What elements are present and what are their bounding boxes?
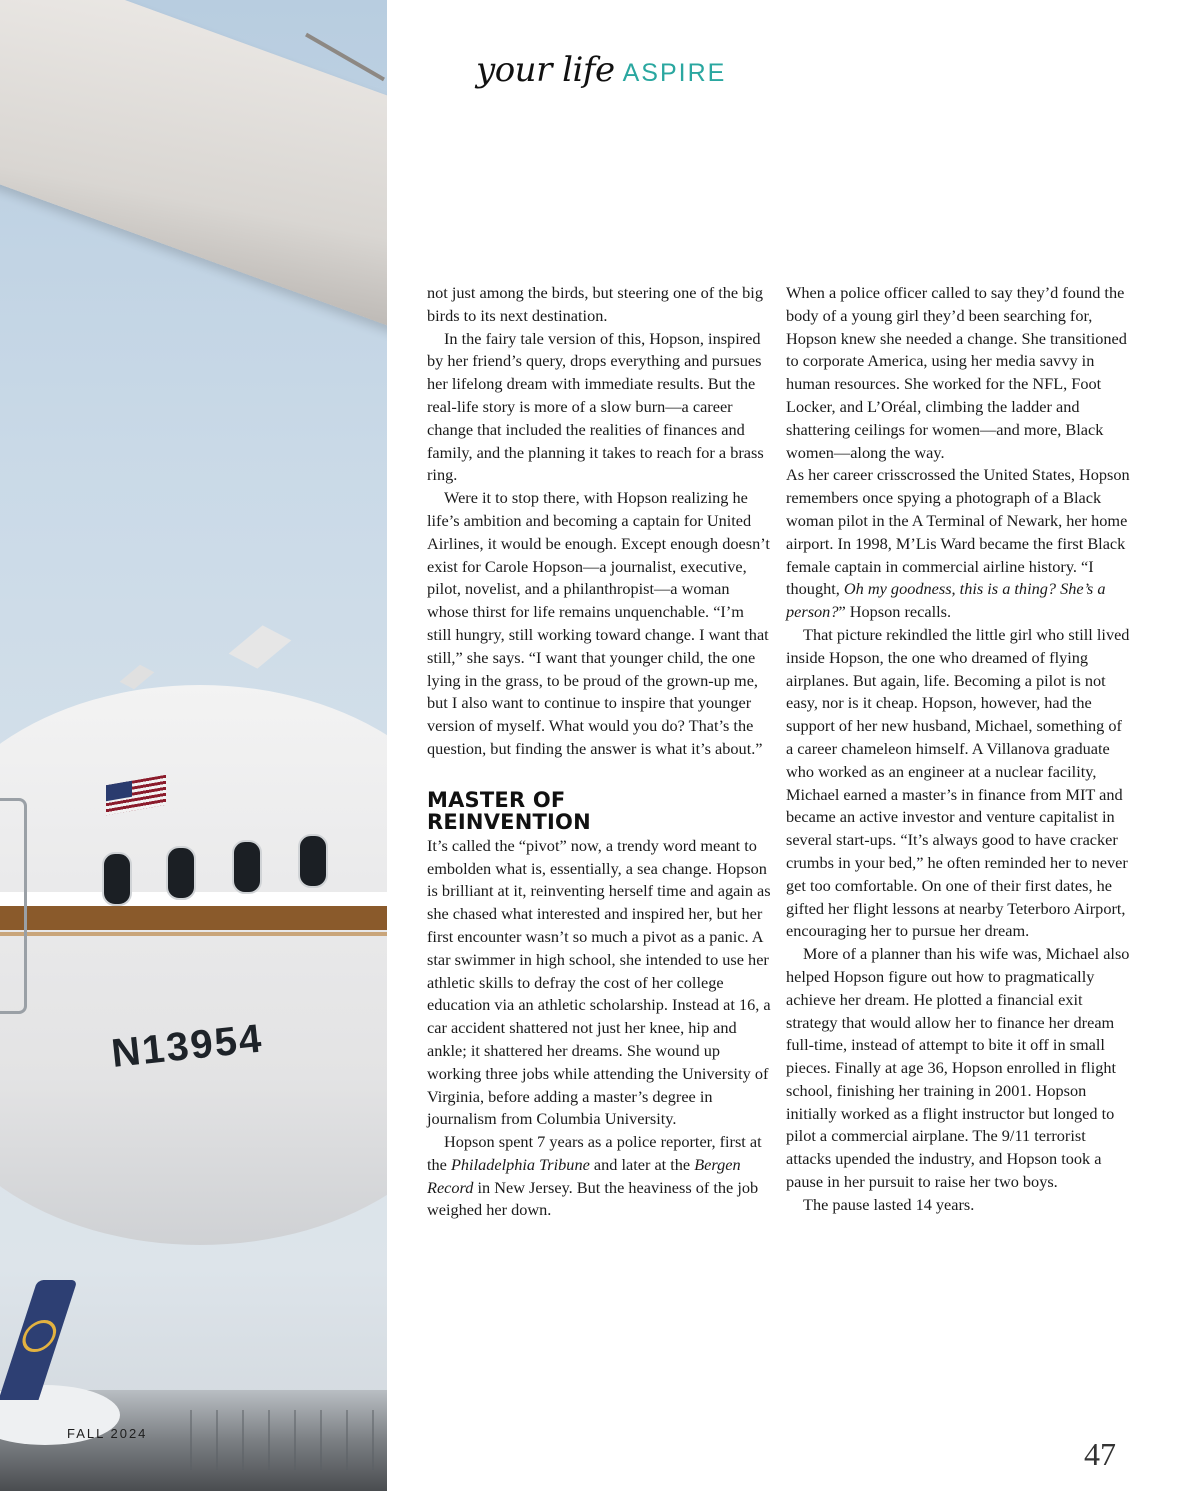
- subheading-line: MASTER OF: [427, 787, 566, 812]
- fuselage-stripe-brown: [0, 906, 387, 930]
- quote-italic: Oh my goodness, this is a thing? She’s a person?: [786, 579, 1106, 622]
- paragraph: When a police officer called to say they’d found the body of a young girl they’d been searching for, Hopson knew she needed a change. She transitioned to corporate America, using her media savvy in human resources. She worked for the NFL, Foot Locker, and L’Oréal, climbing the ladder and shattering ceilings for women—and more, Black women—along the way.: [786, 283, 1127, 462]
- issue-label: FALL 2024: [67, 1426, 148, 1441]
- section-title: ASPIRE: [622, 59, 727, 87]
- text-run: in New Jersey. But the heaviness of the job weighed her down.: [427, 1177, 759, 1220]
- publication-name: Philadelphia Tribune: [450, 1154, 590, 1174]
- airplane-photo: [0, 0, 387, 1491]
- paragraph: It’s called the “pivot” now, a trendy word meant to embolden what is, essentially, a sea change. Hopson is brilliant at it, reinventing herself time and again as she chased what interested and inspired her, but her first encounter wasn’t so much a pivot as a panic. A star swimmer in high school, she intended to use her athletic skills to defray the cost of her college education via an athletic scholarship. Instead at 16, a car accident shattered not just her knee, hip and ankle; it shattered her dreams. She wound up working three jobs while attending the University of Virginia, before adding a master’s degree in journalism from Columbia University.: [427, 835, 771, 1129]
- paragraph: In the fairy tale version of this, Hopson, inspired by her friend’s query, drops everything and pursues her lifelong dream with immediate results. But the real-life story is more of a slow burn—a career change that included the realities of finances and family, and the planning it takes to reach for a brass ring.: [427, 328, 764, 485]
- paragraph: [786, 464, 1131, 624]
- airplane-door: [0, 798, 27, 1014]
- page-number: 47: [1084, 1436, 1116, 1472]
- section-header: [476, 50, 726, 98]
- text-run: and later at the: [589, 1154, 695, 1174]
- publication-name: Bergen Record: [427, 1154, 741, 1197]
- airplane-window: [232, 840, 262, 894]
- subheading: [427, 789, 772, 833]
- airplane-fuselage: [0, 685, 387, 1245]
- tail-number: N13954: [109, 1016, 266, 1077]
- background-plane-tail: [0, 1280, 77, 1400]
- paragraph: not just among the birds, but steering one of the big birds to its next destination.: [427, 283, 763, 325]
- paragraph: The pause lasted 14 years.: [803, 1194, 975, 1214]
- article-column-left: [427, 282, 772, 1222]
- text-run: ” Hopson recalls.: [838, 602, 952, 622]
- wing-fin-small: [120, 665, 155, 689]
- airplane-window: [298, 834, 328, 888]
- subheading-line: REINVENTION: [427, 809, 591, 834]
- text-run: Hopson spent 7 years as a police reporter, first at the: [427, 1132, 762, 1174]
- port-cranes: [190, 1410, 380, 1470]
- wing-fin: [229, 625, 292, 668]
- paragraph: [427, 1131, 772, 1222]
- magazine-section-logo: your life: [476, 50, 615, 90]
- airplane-window: [102, 852, 132, 906]
- paragraph: That picture rekindled the little girl who still lived inside Hopson, the one who dreamed of flying airplanes. But again, life. Becoming a pilot is not easy, nor is it cheap. Hopson, however, had the support of her new husband, Michael, something of a career chameleon himself. A Villanova graduate who worked as an engineer at a nuclear facility, Michael earned a master’s in finance from MIT and became an active investor and venture capitalist in several start-ups. “It’s always good to have cracker crumbs in your bed,” he often reminded her to never get too comfortable. On one of their first dates, he gifted her flight lessons at nearby Teterboro Airport, encouraging her to pursue her dream.: [786, 624, 1130, 941]
- article-column-right: [786, 282, 1131, 1217]
- airplane-window: [166, 846, 196, 900]
- paragraph: More of a planner than his wife was, Michael also helped Hopson figure out how to pragmatically achieve her dream. He plotted a financial exit strategy that would allow her to finance her dream full-time, instead of attempt to bite it off in small pieces. Finally at age 36, Hopson enrolled in flight school, finishing her training in 2001. Hopson initially worked as a flight instructor but longed to pilot a commercial airplane. The 9/11 terrorist attacks upended the industry, and Hopson took a pause in her pursuit to raise her two boys.: [786, 944, 1130, 1192]
- text-run: As her career crisscrossed the United States, Hopson remembers once spying a photograph of a Black woman pilot in the A Terminal of Newark, her home airport. In 1998, M’Lis Ward became the first Black female captain in commercial airline history. “I thought,: [786, 465, 1130, 599]
- fuselage-stripe-thin: [0, 932, 387, 936]
- paragraph: Were it to stop there, with Hopson realizing he life’s ambition and becoming a captain for United Airlines, it would be enough. Except enough doesn’t exist for Carole Hopson—a journalist, executive, pilot, novelist, and a philanthropist—a woman whose thirst for life remains unquenchable. “I’m still hungry, still working toward change. I want that still,” she says. “I want that younger child, the one lying in the grass, to be proud of the grown-up me, but I also want to continue to inspire that younger version of myself. What would you do? That’s the question, but finding the answer is what it’s about.”: [427, 488, 770, 758]
